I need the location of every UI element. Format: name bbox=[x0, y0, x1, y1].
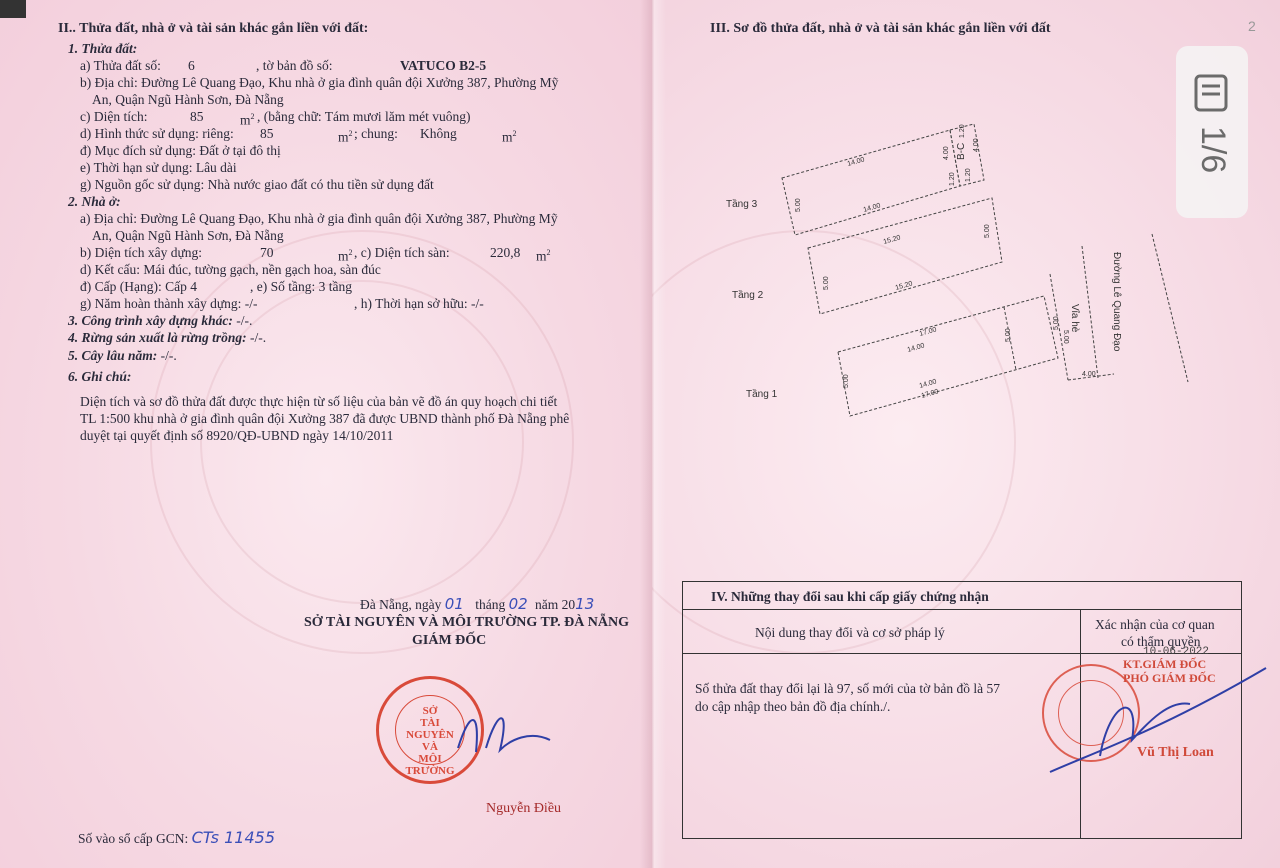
change-entry-line2: do cập nhập theo bản đồ địa chính./. bbox=[695, 699, 891, 714]
usage-form-label: d) Hình thức sử dụng: riêng: bbox=[80, 126, 234, 141]
note-line3: duyệt tại quyết định số 8920/QĐ-UBND ngày 14/10/2011 bbox=[80, 428, 394, 443]
diagram-section-title: III. Sơ đồ thửa đất, nhà ở và tài sản khác gắn liền với đất bbox=[710, 21, 1051, 36]
build-area-label: b) Diện tích xây dựng: bbox=[80, 245, 203, 260]
area-value: 85 bbox=[190, 109, 204, 124]
page-indicator: 1/6 bbox=[1194, 126, 1232, 174]
usage-private-value: 85 bbox=[260, 126, 274, 141]
floor1-label: Tầng 1 bbox=[746, 389, 778, 400]
f1-top-dim: 17.00 bbox=[918, 326, 938, 338]
f1-right2-dim: 5.00 bbox=[1062, 330, 1069, 344]
signer-title: GIÁM ĐỐC bbox=[412, 633, 487, 648]
f1-right-dim: 5.00 bbox=[1005, 328, 1012, 342]
map-sheet-label: , tờ bản đồ số: bbox=[256, 58, 333, 73]
notes-title: 6. Ghi chú: bbox=[68, 369, 132, 384]
bc-dim-c: 1.20 bbox=[965, 168, 972, 182]
f1-bot2-dim: 17.00 bbox=[920, 388, 940, 400]
floor3-outline bbox=[782, 130, 960, 235]
build-area-value: 70 bbox=[260, 245, 274, 260]
bc-dim-a: 1.20 bbox=[959, 124, 966, 138]
usage-purpose: đ) Mục đích sử dụng: Đất ở tại đô thị bbox=[80, 143, 281, 158]
page-fold bbox=[640, 0, 666, 868]
signature-mark bbox=[450, 700, 560, 770]
bc-label: B-C bbox=[956, 142, 967, 160]
floor-area-label: , c) Diện tích sàn: bbox=[354, 245, 450, 260]
f1-side-dim: 5.00 bbox=[843, 374, 850, 388]
house-section-title: 2. Nhà ở: bbox=[68, 194, 121, 209]
road-width-dim: 4.00 bbox=[1082, 371, 1096, 378]
changes-title: IV. Những thay đổi sau khi cấp giấy chứng nhận bbox=[711, 589, 989, 604]
floor2-outline bbox=[808, 198, 1002, 314]
usage-common-value: Không bbox=[420, 126, 457, 141]
completion-year: g) Năm hoàn thành xây dựng: -/- bbox=[80, 296, 258, 311]
land-address-line2: An, Quận Ngũ Hành Sơn, Đà Nẵng bbox=[92, 92, 284, 107]
ownership-term: , h) Thời hạn sở hữu: -/- bbox=[354, 296, 484, 311]
note-line2: TL 1:500 khu nhà ở gia đình quân đội Xưởng 387 đã được UBND thành phố Đà Nẵng phê bbox=[80, 411, 570, 426]
section-title: II.. Thửa đất, nhà ở và tài sản khác gắn liền với đất: bbox=[58, 21, 369, 36]
house-address-line1: a) Địa chỉ: Đường Lê Quang Đạo, Khu nhà ở gia đình quân đội Xưởng 387, Phường Mỹ bbox=[80, 211, 558, 226]
floor-area-value: 220,8 bbox=[490, 245, 521, 260]
usage-term: e) Thời hạn sử dụng: Lâu dài bbox=[80, 160, 237, 175]
usage-common-label: ; chung: bbox=[354, 126, 398, 141]
approver-role1: KT.GIÁM ĐỐC bbox=[1123, 657, 1207, 671]
f3-right-dim: 5.00 bbox=[984, 224, 991, 238]
change-entry-line1: Số thửa đất thay đổi lại là 97, số mới của tờ bản đồ là 57 bbox=[695, 681, 1001, 696]
f3-mid-dim: 14.00 bbox=[862, 202, 882, 214]
other-construction: 3. Công trình xây dựng khác: -/-. bbox=[68, 313, 253, 328]
f3-side-dim: 5.00 bbox=[795, 198, 802, 212]
grade: đ) Cấp (Hạng): Cấp 4 bbox=[80, 279, 197, 294]
changes-entry-col1 bbox=[683, 654, 1081, 838]
usage-private-unit: $m^2$ bbox=[338, 129, 353, 145]
approver-name: Vũ Thị Loan bbox=[1137, 745, 1214, 760]
f2-side-dim: 5.00 bbox=[823, 276, 830, 290]
bc-dim-d: 1.20 bbox=[949, 172, 956, 186]
floor1-outline bbox=[838, 296, 1058, 416]
house-address-line2: An, Quận Ngũ Hành Sơn, Đà Nẵng bbox=[92, 228, 284, 243]
sidewalk-label: Vỉa hè bbox=[1069, 304, 1080, 333]
approval-signature bbox=[1040, 660, 1270, 780]
changes-header-col1 bbox=[683, 610, 1081, 654]
signer-name: Nguyễn Điều bbox=[486, 801, 562, 816]
approval-date-stamp: 10-06-2022 bbox=[1143, 646, 1210, 658]
col1-header: Nội dung thay đổi và cơ sở pháp lý bbox=[755, 625, 945, 640]
floor3-label: Tầng 3 bbox=[726, 199, 758, 210]
parcel-label: a) Thửa đất số: bbox=[80, 58, 161, 73]
issuing-department: SỞ TÀI NGUYÊN VÀ MÔI TRƯỜNG TP. ĐÀ NẴNG bbox=[304, 615, 630, 630]
changes-title-row bbox=[683, 582, 1241, 610]
f2-top-dim: 15.20 bbox=[882, 234, 902, 246]
col2-header-line2: có thẩm quyền bbox=[1121, 634, 1201, 649]
land-address-line1: b) Địa chỉ: Đường Lê Quang Đạo, Khu nhà ở gia đình quân đội Xưởng 387, Phường Mỹ bbox=[80, 75, 559, 90]
map-sheet-number: VATUCO B2-5 bbox=[400, 58, 487, 73]
bc-dim-b: 4.00 bbox=[943, 146, 950, 160]
bc-dim-e: 4.00 bbox=[973, 138, 980, 152]
col2-header-line1: Xác nhận của cơ quan bbox=[1095, 617, 1215, 632]
f2-bot-dim: 15.20 bbox=[894, 280, 914, 292]
corner-mark bbox=[0, 0, 26, 18]
usage-origin: g) Nguồn gốc sử dụng: Nhà nước giao đất có thu tiền sử dụng đất bbox=[80, 177, 434, 192]
floor2-label: Tầng 2 bbox=[732, 290, 764, 301]
note-line1: Diện tích và sơ đồ thửa đất được thực hiện từ số liệu của bản vẽ đồ án quy hoạch chi tiết bbox=[80, 394, 558, 409]
f1-mid-dim: 14.00 bbox=[906, 342, 926, 354]
road-label: Đường Lê Quang Đạo bbox=[1111, 252, 1122, 352]
floors: , e) Số tầng: 3 tầng bbox=[250, 279, 352, 294]
structure: d) Kết cấu: Mái đúc, tường gạch, nền gạch hoa, sàn đúc bbox=[80, 262, 381, 277]
floor-area-unit: $m^2$ bbox=[536, 248, 551, 264]
document-icon bbox=[1194, 74, 1230, 114]
page-indicator-badge[interactable] bbox=[1176, 46, 1248, 218]
corner-page-number: 2 bbox=[1248, 18, 1256, 34]
area-in-words: , (bằng chữ: Tám mươi lăm mét vuông) bbox=[257, 109, 471, 124]
f3-top-dim: 14.00 bbox=[846, 156, 866, 168]
area-label: c) Diện tích: bbox=[80, 109, 148, 124]
official-stamp: SỞ TÀI NGUYÊN VÀ MÔI TRƯỜNG bbox=[376, 676, 484, 784]
approver-role2: PHÓ GIÁM ĐỐC bbox=[1123, 671, 1216, 685]
planted-forest: 4. Rừng sản xuất là rừng trồng: -/-. bbox=[68, 330, 267, 345]
area-unit: $m^2$ bbox=[240, 112, 255, 128]
land-section-title: 1. Thửa đất: bbox=[68, 41, 138, 56]
issue-date: Đà Nẵng, ngày 01 tháng 02 năm 2013 bbox=[360, 595, 595, 613]
build-area-unit: $m^2$ bbox=[338, 248, 353, 264]
gcn-record: Số vào sổ cấp GCN: CTs 11455 bbox=[78, 828, 275, 847]
usage-common-unit: $m^2$ bbox=[502, 129, 517, 145]
f1-bot1-dim: 14.00 bbox=[918, 378, 938, 390]
parcel-number: 6 bbox=[188, 58, 195, 73]
perennial-trees: 5. Cây lâu năm: -/-. bbox=[68, 348, 177, 363]
f2-right-dim: 5.00 bbox=[1053, 316, 1060, 330]
